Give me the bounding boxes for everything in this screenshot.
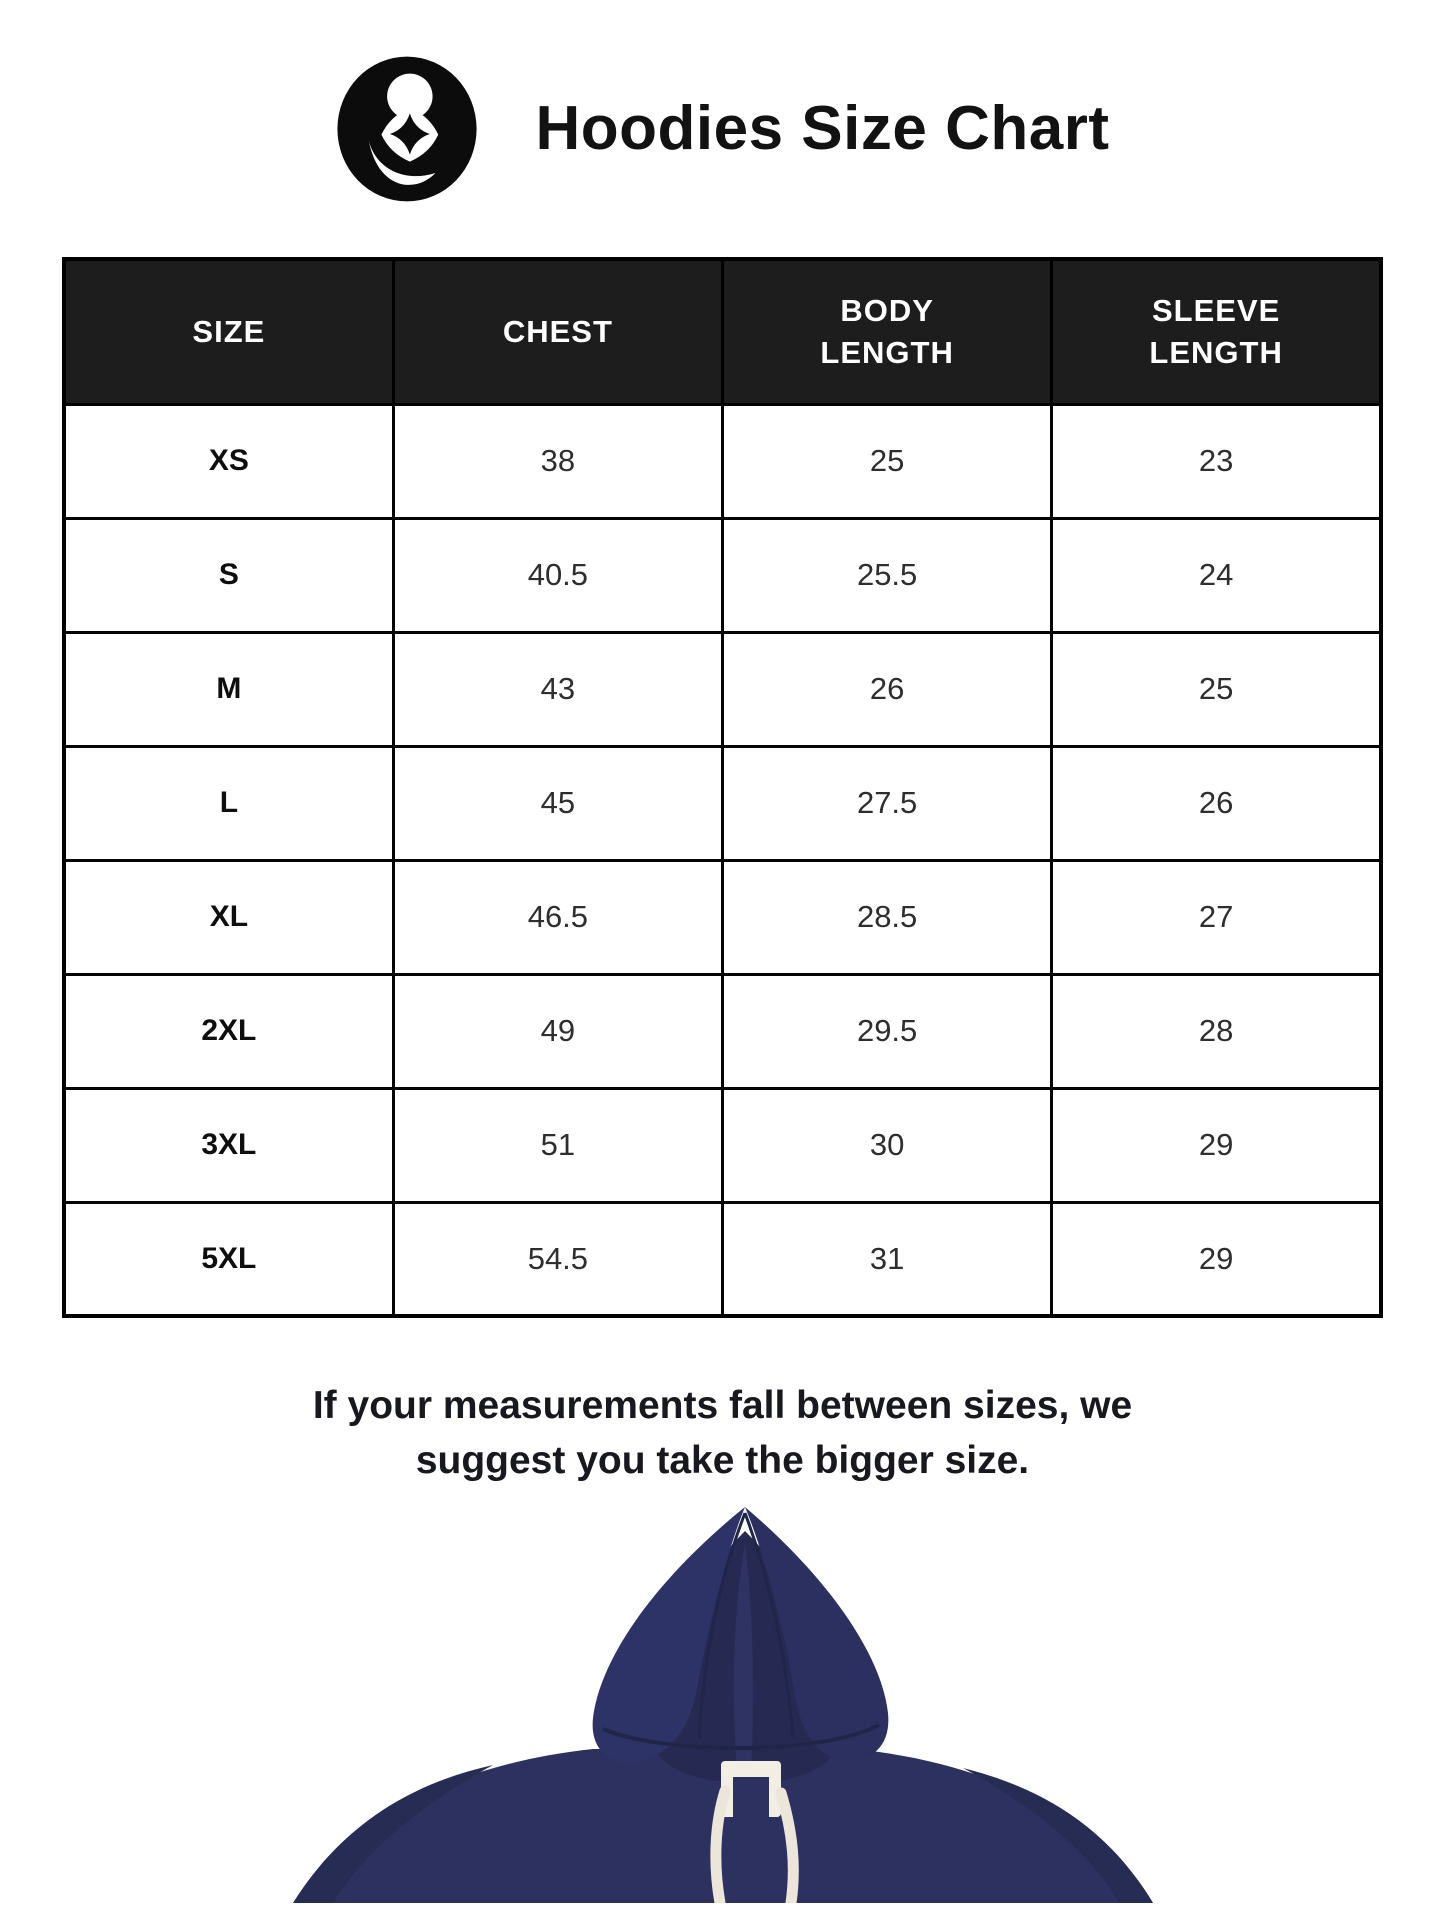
hoodie-illustration: [263, 1503, 1183, 1903]
table-row: [64, 974, 1381, 1088]
table-row: [64, 1202, 1381, 1316]
cell-chest: 46.5: [393, 860, 722, 974]
cell-body-length: 28.5: [723, 860, 1052, 974]
table-row: [64, 746, 1381, 860]
table-row: [64, 632, 1381, 746]
page-title: Hoodies Size Chart: [535, 94, 1110, 163]
cell-sleeve-length: 29: [1052, 1088, 1381, 1202]
page-header: [0, 0, 1445, 205]
sizing-note-line-2: suggest you take the bigger size.: [415, 1439, 1030, 1483]
table-row: [64, 518, 1381, 632]
cell-chest: 54.5: [393, 1202, 722, 1316]
cell-size: 2XL: [64, 974, 393, 1088]
cell-chest: 45: [393, 746, 722, 860]
column-header-body-length: BODY LENGTH: [723, 259, 1052, 404]
column-header-chest: CHEST: [393, 259, 722, 404]
cell-size: L: [64, 746, 393, 860]
sizing-note: [0, 1378, 1445, 1489]
cell-size: XS: [64, 404, 393, 518]
cell-body-length: 31: [723, 1202, 1052, 1316]
hoodie-product-image: [0, 1503, 1445, 1903]
cell-sleeve-length: 25: [1052, 632, 1381, 746]
cell-chest: 40.5: [393, 518, 722, 632]
cell-body-length: 27.5: [723, 746, 1052, 860]
table-row: [64, 1088, 1381, 1202]
cell-chest: 49: [393, 974, 722, 1088]
cell-size: M: [64, 632, 393, 746]
cell-size: S: [64, 518, 393, 632]
hooded-figure-logo-icon: [336, 54, 478, 204]
column-header-size: SIZE: [64, 259, 393, 404]
cell-size: XL: [64, 860, 393, 974]
table-row: [64, 404, 1381, 518]
table-header-row: [64, 259, 1381, 404]
cell-body-length: 26: [723, 632, 1052, 746]
cell-sleeve-length: 24: [1052, 518, 1381, 632]
column-header-sleeve-length: SLEEVE LENGTH: [1052, 259, 1381, 404]
table-row: [64, 860, 1381, 974]
cell-chest: 43: [393, 632, 722, 746]
cell-body-length: 29.5: [723, 974, 1052, 1088]
cell-body-length: 25.5: [723, 518, 1052, 632]
cell-body-length: 30: [723, 1088, 1052, 1202]
cell-chest: 51: [393, 1088, 722, 1202]
cell-sleeve-length: 26: [1052, 746, 1381, 860]
cell-sleeve-length: 29: [1052, 1202, 1381, 1316]
cell-body-length: 25: [723, 404, 1052, 518]
cell-chest: 38: [393, 404, 722, 518]
cell-sleeve-length: 23: [1052, 404, 1381, 518]
cell-size: 3XL: [64, 1088, 393, 1202]
sizing-note-line-1: If your measurements fall between sizes, we: [312, 1384, 1133, 1427]
cell-sleeve-length: 28: [1052, 974, 1381, 1088]
size-chart-table-wrapper: [62, 257, 1383, 1318]
cell-sleeve-length: 27: [1052, 860, 1381, 974]
size-chart-table: [62, 257, 1383, 1318]
cell-size: 5XL: [64, 1202, 393, 1316]
